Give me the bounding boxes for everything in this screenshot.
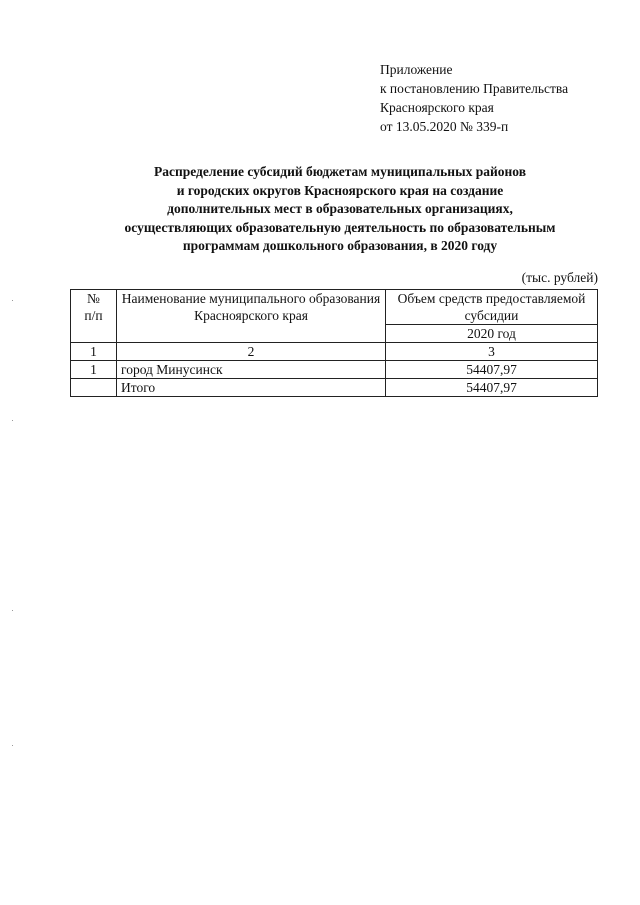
annex-resolution-ref: к постановлению Правительства [380, 81, 569, 96]
header-number: № п/п [71, 290, 117, 343]
annex-region: Красноярского края [380, 100, 494, 115]
annex-label: Приложение [380, 62, 453, 77]
title-line: и городских округов Красноярского края на создание [176, 182, 504, 198]
numbering-cell: 3 [386, 343, 598, 361]
title-line: Распределение субсидий бюджетам муниципальных районов [153, 164, 527, 179]
scan-speck [12, 745, 13, 746]
annex-date-number: от 13.05.2020 № 339-п [380, 119, 509, 134]
numbering-cell: 1 [71, 343, 117, 361]
row-municipality: город Минусинск [117, 361, 386, 379]
total-label: Итого [117, 379, 386, 397]
annex-block [380, 60, 568, 136]
table-numbering-row [71, 343, 598, 361]
numbering-cell: 2 [117, 343, 386, 361]
row-number: 1 [71, 361, 117, 379]
table-header-row [71, 290, 598, 325]
distribution-table [70, 289, 598, 397]
title-line: программам дошкольного образования, в 2020 году [182, 238, 498, 253]
scan-speck [12, 610, 13, 611]
header-amount: Объем средств предоставляемой субсидии [386, 290, 598, 325]
scan-speck [12, 300, 13, 301]
total-number [71, 379, 117, 397]
document-title [70, 163, 610, 256]
table-row [71, 361, 598, 379]
title-line: дополнительных мест в образовательных организациях, [167, 201, 513, 216]
total-amount: 54407,97 [386, 379, 598, 397]
scan-speck [12, 420, 13, 421]
title-line: осуществляющих образовательную деятельность по образовательным [124, 219, 556, 235]
units-label: (тыс. рублей) [521, 270, 598, 285]
row-amount: 54407,97 [386, 361, 598, 379]
header-municipality: Наименование муниципального образования Красноярского края [117, 290, 386, 343]
header-year: 2020 год [386, 325, 598, 343]
table-total-row [71, 379, 598, 397]
